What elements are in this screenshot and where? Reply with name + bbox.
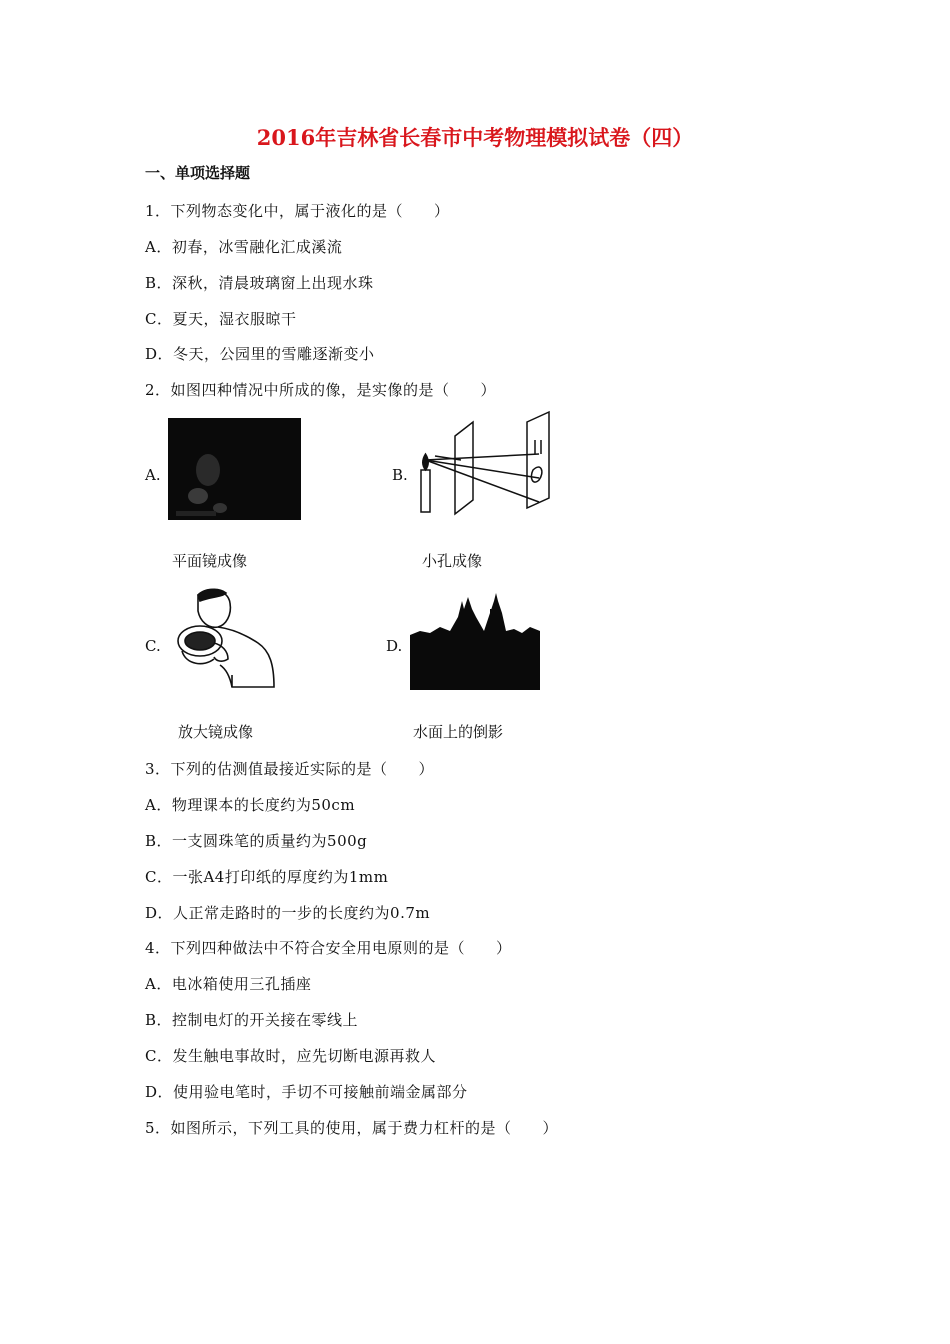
question-4-option-c: C．发生触电事故时，应先切断电源再救人 bbox=[145, 1047, 436, 1065]
question-4-stem: 4．下列四种做法中不符合安全用电原则的是（ ） bbox=[145, 939, 512, 957]
question-2-option-a-letter: A. bbox=[145, 466, 161, 484]
question-2-stem: 2．如图四种情况中所成的像，是实像的是（ ） bbox=[145, 381, 497, 399]
question-2-caption-d: 水面上的倒影 bbox=[413, 723, 504, 741]
question-2-option-c-letter: C. bbox=[145, 637, 161, 655]
pagoda-reflection-photo bbox=[410, 587, 540, 690]
question-1-option-a: A．初春，冰雪融化汇成溪流 bbox=[145, 238, 343, 256]
question-1-option-d: D．冬天，公园里的雪雕逐渐变小 bbox=[145, 345, 375, 363]
question-2-caption-b: 小孔成像 bbox=[422, 552, 483, 570]
question-3-option-b: B．一支圆珠笔的质量约为500g bbox=[145, 832, 368, 850]
question-2-option-b-letter: B. bbox=[392, 466, 408, 484]
question-5-stem: 5．如图所示，下列工具的使用，属于费力杠杆的是（ ） bbox=[145, 1119, 559, 1137]
magnifier-boy-drawing bbox=[170, 585, 280, 690]
question-1-option-b: B．深秋，清晨玻璃窗上出现水珠 bbox=[145, 274, 374, 292]
question-1-option-c: C．夏天，湿衣服晾干 bbox=[145, 310, 297, 328]
question-2-caption-c: 放大镜成像 bbox=[178, 723, 254, 741]
question-3-option-c: C．一张A4打印纸的厚度约为1mm bbox=[145, 868, 389, 886]
question-4-option-b: B．控制电灯的开关接在零线上 bbox=[145, 1011, 359, 1029]
question-3-option-a: A．物理课本的长度约为50cm bbox=[145, 796, 356, 814]
plane-mirror-photo bbox=[168, 418, 301, 520]
question-2-caption-a: 平面镜成像 bbox=[172, 552, 248, 570]
section-heading: 一、单项选择题 bbox=[145, 164, 251, 182]
question-3-stem: 3．下列的估测值最接近实际的是（ ） bbox=[145, 760, 435, 778]
question-4-option-d: D．使用验电笔时，手切不可接触前端金属部分 bbox=[145, 1083, 468, 1101]
question-3-option-d: D．人正常走路时的一步的长度约为0.7m bbox=[145, 904, 431, 922]
page-title: 2016年吉林省长春市中考物理模拟试卷（四） bbox=[256, 125, 694, 150]
question-4-option-a: A．电冰箱使用三孔插座 bbox=[145, 975, 312, 993]
question-2-option-d-letter: D. bbox=[386, 637, 403, 655]
pinhole-camera-diagram bbox=[415, 410, 553, 520]
question-1-stem: 1．下列物态变化中，属于液化的是（ ） bbox=[145, 202, 450, 220]
